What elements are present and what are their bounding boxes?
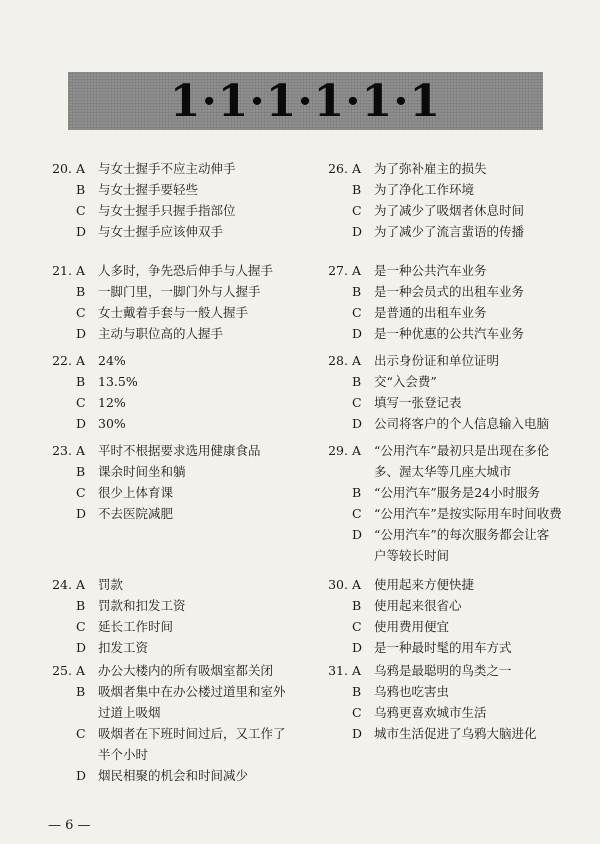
number-dot: . xyxy=(344,443,348,458)
option-b xyxy=(318,482,583,503)
question-number: 22 xyxy=(52,353,68,368)
option-text: 为了减少了吸烟者休息时间 xyxy=(374,203,525,218)
question-number: 23 xyxy=(52,443,68,458)
option-letter: C xyxy=(352,395,362,410)
option-continuation xyxy=(42,702,307,723)
option-text: 一脚门里，一脚门外与人握手 xyxy=(98,284,261,299)
option-a xyxy=(42,260,307,281)
option-b xyxy=(42,179,307,200)
option-b xyxy=(42,281,307,302)
option-text: 24% xyxy=(98,353,126,368)
banner-text: 1·1·1·1·1·1 xyxy=(169,75,442,127)
option-letter: A xyxy=(352,263,362,278)
option-letter: A xyxy=(76,353,86,368)
option-d xyxy=(42,503,307,524)
option-letter: B xyxy=(76,182,86,197)
option-text: 为了弥补雇主的损失 xyxy=(374,161,487,176)
option-b xyxy=(42,371,307,392)
option-text: 是一种最时髦的用车方式 xyxy=(374,640,512,655)
option-text: 与女士握手应该伸双手 xyxy=(98,224,224,239)
option-text: 12% xyxy=(98,395,126,410)
option-letter xyxy=(74,702,98,723)
option-text: 与女士握手只握手指部位 xyxy=(98,203,236,218)
option-letter: A xyxy=(76,577,86,592)
option-letter: B xyxy=(352,485,362,500)
option-a xyxy=(318,574,583,595)
option-a xyxy=(42,574,307,595)
option-letter: D xyxy=(76,640,87,655)
option-continuation xyxy=(318,545,583,566)
option-letter: B xyxy=(76,684,86,699)
option-b xyxy=(318,179,583,200)
question-26 xyxy=(318,158,583,242)
option-letter: A xyxy=(352,663,362,678)
question-29 xyxy=(318,440,583,566)
question-number: 29 xyxy=(328,443,344,458)
option-text: “公用汽车”最初只是出现在多伦 xyxy=(374,443,550,458)
option-letter: C xyxy=(76,726,86,741)
option-b xyxy=(318,595,583,616)
option-c xyxy=(42,482,307,503)
option-letter: D xyxy=(76,768,87,783)
option-letter: D xyxy=(76,326,87,341)
option-letter: B xyxy=(352,284,362,299)
option-text: 出示身份证和单位证明 xyxy=(374,353,500,368)
option-d xyxy=(318,323,583,344)
option-letter: B xyxy=(352,374,362,389)
option-d xyxy=(318,413,583,434)
option-text: 乌鸦是最聪明的鸟类之一 xyxy=(374,663,512,678)
option-b xyxy=(318,681,583,702)
option-letter: B xyxy=(352,182,362,197)
option-letter: D xyxy=(352,527,363,542)
option-text: 罚款 xyxy=(98,577,124,592)
option-text: 公司将客户的个人信息输入电脑 xyxy=(374,416,550,431)
option-letter: A xyxy=(352,577,362,592)
option-d xyxy=(318,221,583,242)
option-letter: B xyxy=(76,464,86,479)
option-a xyxy=(42,350,307,371)
option-text: 乌鸦更喜欢城市生活 xyxy=(374,705,487,720)
option-text: 延长工作时间 xyxy=(98,619,174,634)
option-a xyxy=(318,350,583,371)
option-letter: B xyxy=(76,598,86,613)
option-a xyxy=(42,440,307,461)
option-c xyxy=(42,723,307,744)
option-letter: A xyxy=(76,663,86,678)
option-a xyxy=(318,158,583,179)
number-dot: . xyxy=(68,263,72,278)
option-letter: B xyxy=(76,284,86,299)
option-d xyxy=(318,524,583,545)
option-d xyxy=(318,723,583,744)
page-number: — 6 — xyxy=(48,818,91,833)
option-text: 是一种会员式的出租车业务 xyxy=(374,284,525,299)
option-c xyxy=(318,503,583,524)
option-text: 平时不根据要求选用健康食品 xyxy=(98,443,261,458)
option-d xyxy=(318,637,583,658)
option-a xyxy=(318,660,583,681)
option-text: 与女士握手要轻些 xyxy=(98,182,199,197)
question-23 xyxy=(42,440,307,524)
question-number: 26 xyxy=(328,161,344,176)
number-dot: . xyxy=(344,353,348,368)
option-letter xyxy=(350,461,374,482)
option-b xyxy=(318,281,583,302)
option-letter: C xyxy=(352,305,362,320)
option-letter: B xyxy=(352,684,362,699)
option-a xyxy=(318,260,583,281)
question-number: 27 xyxy=(328,263,344,278)
question-number: 24 xyxy=(52,577,68,592)
option-letter: C xyxy=(352,203,362,218)
option-c xyxy=(318,392,583,413)
question-number: 31 xyxy=(328,663,344,678)
option-text: “公用汽车”是按实际用车时间收费 xyxy=(374,506,562,521)
section-banner xyxy=(68,72,543,130)
option-letter: C xyxy=(76,395,86,410)
option-letter: A xyxy=(352,353,362,368)
question-number: 25 xyxy=(52,663,68,678)
option-text: 使用费用便宜 xyxy=(374,619,450,634)
option-text: 主动与职位高的人握手 xyxy=(98,326,224,341)
option-text: 为了净化工作环境 xyxy=(374,182,475,197)
option-text: 吸烟者在下班时间过后，又工作了 xyxy=(98,726,286,741)
option-letter: D xyxy=(76,416,87,431)
question-number: 30 xyxy=(328,577,344,592)
number-dot: . xyxy=(344,161,348,176)
option-letter: C xyxy=(76,203,86,218)
option-text: 烟民相聚的机会和时间减少 xyxy=(98,768,249,783)
option-c xyxy=(42,392,307,413)
option-b xyxy=(318,371,583,392)
option-text: 人多时，争先恐后伸手与人握手 xyxy=(98,263,274,278)
option-text: “公用汽车”的每次服务都会让客 xyxy=(374,527,550,542)
option-text: 使用起来方便快捷 xyxy=(374,577,475,592)
option-c xyxy=(42,302,307,323)
option-letter: A xyxy=(76,161,86,176)
option-letter: C xyxy=(352,705,362,720)
option-text: 与女士握手不应主动伸手 xyxy=(98,161,236,176)
option-text: 过道上吸烟 xyxy=(98,705,161,720)
option-text: 不去医院减肥 xyxy=(98,506,174,521)
option-letter: D xyxy=(76,224,87,239)
option-text: 交“入会费” xyxy=(374,374,437,389)
option-letter: A xyxy=(76,443,86,458)
option-letter: D xyxy=(76,506,87,521)
option-c xyxy=(318,702,583,723)
number-dot: . xyxy=(68,577,72,592)
question-25 xyxy=(42,660,307,786)
option-text: 填写一张登记表 xyxy=(374,395,462,410)
option-letter xyxy=(350,545,374,566)
option-letter: C xyxy=(76,619,86,634)
question-22 xyxy=(42,350,307,434)
question-20 xyxy=(42,158,307,242)
option-letter: B xyxy=(76,374,86,389)
option-text: 女士戴着手套与一般人握手 xyxy=(98,305,249,320)
number-dot: . xyxy=(68,663,72,678)
option-text: 罚款和扣发工资 xyxy=(98,598,186,613)
option-letter: B xyxy=(352,598,362,613)
option-text: 办公大楼内的所有吸烟室都关闭 xyxy=(98,663,274,678)
number-dot: . xyxy=(344,577,348,592)
option-letter: C xyxy=(76,305,86,320)
option-letter: D xyxy=(352,726,363,741)
option-text: 使用起来很省心 xyxy=(374,598,462,613)
option-d xyxy=(42,221,307,242)
option-letter xyxy=(74,744,98,765)
option-a xyxy=(42,158,307,179)
option-a xyxy=(42,660,307,681)
option-continuation xyxy=(42,744,307,765)
option-letter: D xyxy=(352,224,363,239)
question-number: 21 xyxy=(52,263,68,278)
option-letter: C xyxy=(352,506,362,521)
option-d xyxy=(42,323,307,344)
option-text: 扣发工资 xyxy=(98,640,149,655)
option-letter: A xyxy=(76,263,86,278)
option-letter: D xyxy=(352,326,363,341)
option-d xyxy=(42,765,307,786)
question-28 xyxy=(318,350,583,434)
option-letter: D xyxy=(352,640,363,655)
option-c xyxy=(318,616,583,637)
number-dot: . xyxy=(68,353,72,368)
option-b xyxy=(42,461,307,482)
option-text: 乌鸦也吃害虫 xyxy=(374,684,450,699)
option-b xyxy=(42,681,307,702)
question-27 xyxy=(318,260,583,344)
option-c xyxy=(42,200,307,221)
question-number: 28 xyxy=(328,353,344,368)
option-letter: A xyxy=(352,443,362,458)
option-text: 30% xyxy=(98,416,126,431)
question-number: 20 xyxy=(52,161,68,176)
option-c xyxy=(318,200,583,221)
number-dot: . xyxy=(68,443,72,458)
option-letter: C xyxy=(76,485,86,500)
number-dot: . xyxy=(344,263,348,278)
option-b xyxy=(42,595,307,616)
option-text: 为了减少了流言蜚语的传播 xyxy=(374,224,525,239)
question-24 xyxy=(42,574,307,658)
option-letter: A xyxy=(352,161,362,176)
option-text: 多、渥太华等几座大城市 xyxy=(374,464,512,479)
option-letter: D xyxy=(352,416,363,431)
option-text: 是一种公共汽车业务 xyxy=(374,263,487,278)
option-c xyxy=(42,616,307,637)
option-d xyxy=(42,637,307,658)
option-text: “公用汽车”服务是24小时服务 xyxy=(374,485,541,500)
option-text: 是一种优惠的公共汽车业务 xyxy=(374,326,525,341)
option-text: 城市生活促进了乌鸦大脑进化 xyxy=(374,726,537,741)
option-text: 户等较长时间 xyxy=(374,548,450,563)
option-letter: C xyxy=(352,619,362,634)
option-text: 半个小时 xyxy=(98,747,149,762)
option-c xyxy=(318,302,583,323)
option-continuation xyxy=(318,461,583,482)
option-text: 是普通的出租车业务 xyxy=(374,305,487,320)
option-text: 吸烟者集中在办公楼过道里和室外 xyxy=(98,684,286,699)
option-text: 13.5% xyxy=(98,374,138,389)
option-d xyxy=(42,413,307,434)
option-text: 课余时间坐和躺 xyxy=(98,464,186,479)
number-dot: . xyxy=(68,161,72,176)
number-dot: . xyxy=(344,663,348,678)
question-31 xyxy=(318,660,583,744)
option-a xyxy=(318,440,583,461)
question-21 xyxy=(42,260,307,344)
question-30 xyxy=(318,574,583,658)
option-text: 很少上体育课 xyxy=(98,485,174,500)
